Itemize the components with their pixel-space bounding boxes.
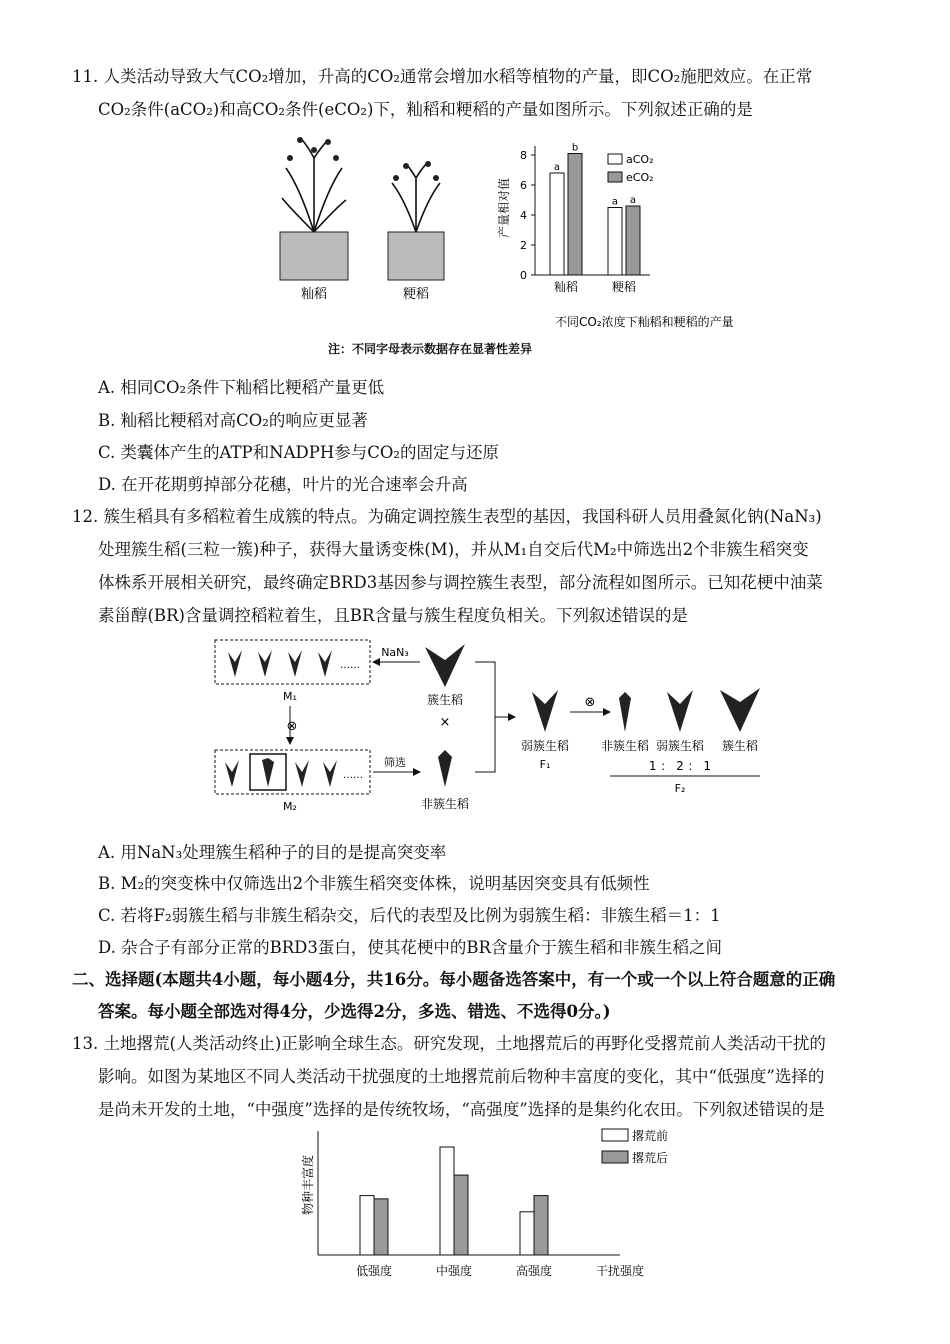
q12-option-d: D. 杂合子有部分正常的BRD3蛋白，使其花梗中的BR含量介于簇生稻和非簇生稻之间 (98, 938, 722, 957)
chart1-ytick-label: 8 (520, 149, 527, 162)
chart1-ytick-label: 6 (520, 179, 527, 192)
chart1-ytick-label: 4 (520, 209, 527, 222)
m2-label: M₂ (283, 800, 297, 813)
chart2-legend-swatch (602, 1151, 628, 1163)
q11-stem-line1: 11. 人类活动导致大气CO₂增加，升高的CO₂通常会增加水稻等植物的产量，即CO₂施肥效应。在正常 (72, 67, 813, 86)
q11-option-c: C. 类囊体产生的ATP和NADPH参与CO₂的固定与还原 (98, 443, 499, 462)
q11-note: 注：不同字母表示数据存在显著性差异 (328, 342, 533, 356)
chart1-legend-swatch (608, 172, 622, 182)
chart2-category-label: 低强度 (355, 1264, 393, 1278)
chart2-xlabel: 干扰强度 (595, 1264, 645, 1278)
noncluster-rice-label: 非簇生稻 (420, 797, 470, 811)
svg-text:……: …… (340, 660, 360, 671)
chart2-bar (454, 1175, 468, 1255)
breeding-flow-diagram (210, 632, 790, 832)
f2-label: F₂ (674, 782, 686, 795)
section2-line1: 二、选择题(本题共4小题，每小题4分，共16分。每小题备选答案中，有一个或一个以上符合题意的正确 (72, 970, 836, 989)
cross-symbol: × (439, 715, 451, 730)
section2-line2: 答案。每小题全部选对得4分，少选得2分，多选、错选、不选得0分。) (98, 1002, 611, 1021)
q13-stem-line3: 是尚未开发的土地，“中强度”选择的是传统牧场，“高强度”选择的是集约化农田。下列叙述错误的是 (98, 1100, 825, 1119)
chart1-category-label: 粳稻 (611, 280, 637, 294)
chart2-category-label: 高强度 (515, 1264, 553, 1278)
cluster-rice-label: 簇生稻 (426, 693, 464, 707)
m1-plants-icon (228, 650, 332, 677)
japonica-plant-icon (388, 161, 444, 280)
f2-plants-icon (619, 688, 760, 732)
q13-stem-line2: 影响。如图为某地区不同人类活动干扰强度的土地撂荒前后物种丰富度的变化，其中“低强度”选择的 (98, 1067, 825, 1086)
chart2-bar (440, 1147, 454, 1255)
indica-plant-icon (280, 137, 348, 280)
chart1-bar (568, 154, 582, 276)
chart1-ytick-label: 2 (520, 239, 527, 252)
chart2-legend-label: 撂荒前 (632, 1129, 669, 1143)
rice-plants-illustration (270, 128, 470, 308)
weak-cluster-f1-icon (532, 690, 558, 732)
chart2-bar (520, 1212, 534, 1255)
chart1-sig-letter: b (571, 142, 579, 154)
f1-label: F₁ (539, 758, 551, 771)
q12-option-b: B. M₂的突变株中仅筛选出2个非簇生稻突变体株，说明基因突变具有低频性 (98, 874, 650, 893)
chart2-legend-label: 撂荒后 (632, 1151, 669, 1165)
q11-option-a: A. 相同CO₂条件下籼稻比粳稻产量更低 (98, 378, 385, 397)
chart1-sig-letter: a (553, 162, 561, 173)
chart1-legend-label: eCO₂ (626, 171, 654, 184)
chart2-bar (374, 1199, 388, 1255)
chart1-ytick-label: 0 (520, 269, 527, 282)
chart1-category-label: 籼稻 (553, 280, 579, 294)
plant1-label: 籼稻 (300, 287, 328, 302)
f2-non-label: 非簇生稻 (600, 739, 650, 753)
chart1-title: 不同CO₂浓度下籼稻和粳稻的产量 (555, 315, 734, 329)
f1-self-symbol: ⊗ (584, 695, 596, 710)
q11-stem-line2: CO₂条件(aCO₂)和高CO₂条件(eCO₂)下，籼稻和粳稻的产量如图所示。下列叙述正确的是 (98, 100, 753, 119)
f1-weak-label: 弱簇生稻 (520, 739, 570, 753)
q12-stem-line3: 体株系开展相关研究，最终确定BRD3基因参与调控簇生表型，部分流程如图所示。已知花梗中油菜 (98, 573, 823, 592)
chart2-bar (360, 1196, 374, 1255)
q12-option-c: C. 若将F₂弱簇生稻与非簇生稻杂交，后代的表型及比例为弱簇生稻：非簇生稻＝1：1 (98, 906, 721, 925)
m2-plants-icon (225, 758, 337, 787)
noncluster-rice-icon (438, 750, 452, 787)
chart2-bar (534, 1196, 548, 1255)
chart2-legend-swatch (602, 1129, 628, 1141)
cluster-rice-icon (425, 644, 465, 687)
chart1-bar (626, 206, 640, 275)
chart1-bar (608, 208, 622, 276)
chart1-sig-letter: a (629, 195, 637, 206)
q12-stem-line2: 处理簇生稻(三粒一簇)种子，获得大量诱变株(M)，并从M₁自交后代M₂中筛选出2个非簇生稻突变 (98, 540, 809, 559)
chart1-bar (550, 173, 564, 275)
f2-weak-label: 弱簇生稻 (655, 739, 705, 753)
plant2-label: 粳稻 (402, 287, 430, 302)
species-richness-chart (290, 1125, 669, 1340)
f2-cluster-label: 簇生稻 (721, 739, 759, 753)
chart2-ylabel: 物种丰富度 (301, 1154, 315, 1215)
svg-text:……: …… (343, 770, 363, 781)
chart1-sig-letter: a (611, 196, 619, 208)
q12-option-a: A. 用NaN₃处理簇生稻种子的目的是提高突变率 (98, 843, 447, 862)
screen-label: 筛选 (384, 756, 406, 769)
chart2-category-label: 中强度 (435, 1264, 473, 1278)
chart1-legend-swatch (608, 154, 622, 164)
q11-option-d: D. 在开花期剪掉部分花穗，叶片的光合速率会升高 (98, 475, 468, 494)
m1-label: M₁ (283, 690, 297, 703)
q12-stem-line4: 素甾醇(BR)含量调控稻粒着生，且BR含量与簇生程度负相关。下列叙述错误的是 (98, 606, 688, 625)
f2-ratio: 1 ： 2 ： 1 (648, 759, 712, 773)
self-cross-symbol: ⊗ (286, 719, 298, 734)
q11-option-b: B. 籼稻比粳稻对高CO₂的响应更显著 (98, 411, 368, 430)
q13-stem-line1: 13. 土地撂荒(人类活动终止)正影响全球生态。研究发现，土地撂荒后的再野化受撂荒前人类活动干扰的 (72, 1034, 826, 1053)
chart1-ylabel: 产量相对值 (497, 177, 511, 238)
co2-yield-chart (490, 138, 734, 329)
nan3-label: NaN₃ (381, 646, 409, 659)
chart1-legend-label: aCO₂ (626, 153, 654, 166)
q12-stem-line1: 12. 簇生稻具有多稻粒着生成簇的特点。为确定调控簇生表型的基因，我国科研人员用叠氮化钠(NaN₃) (72, 507, 822, 526)
